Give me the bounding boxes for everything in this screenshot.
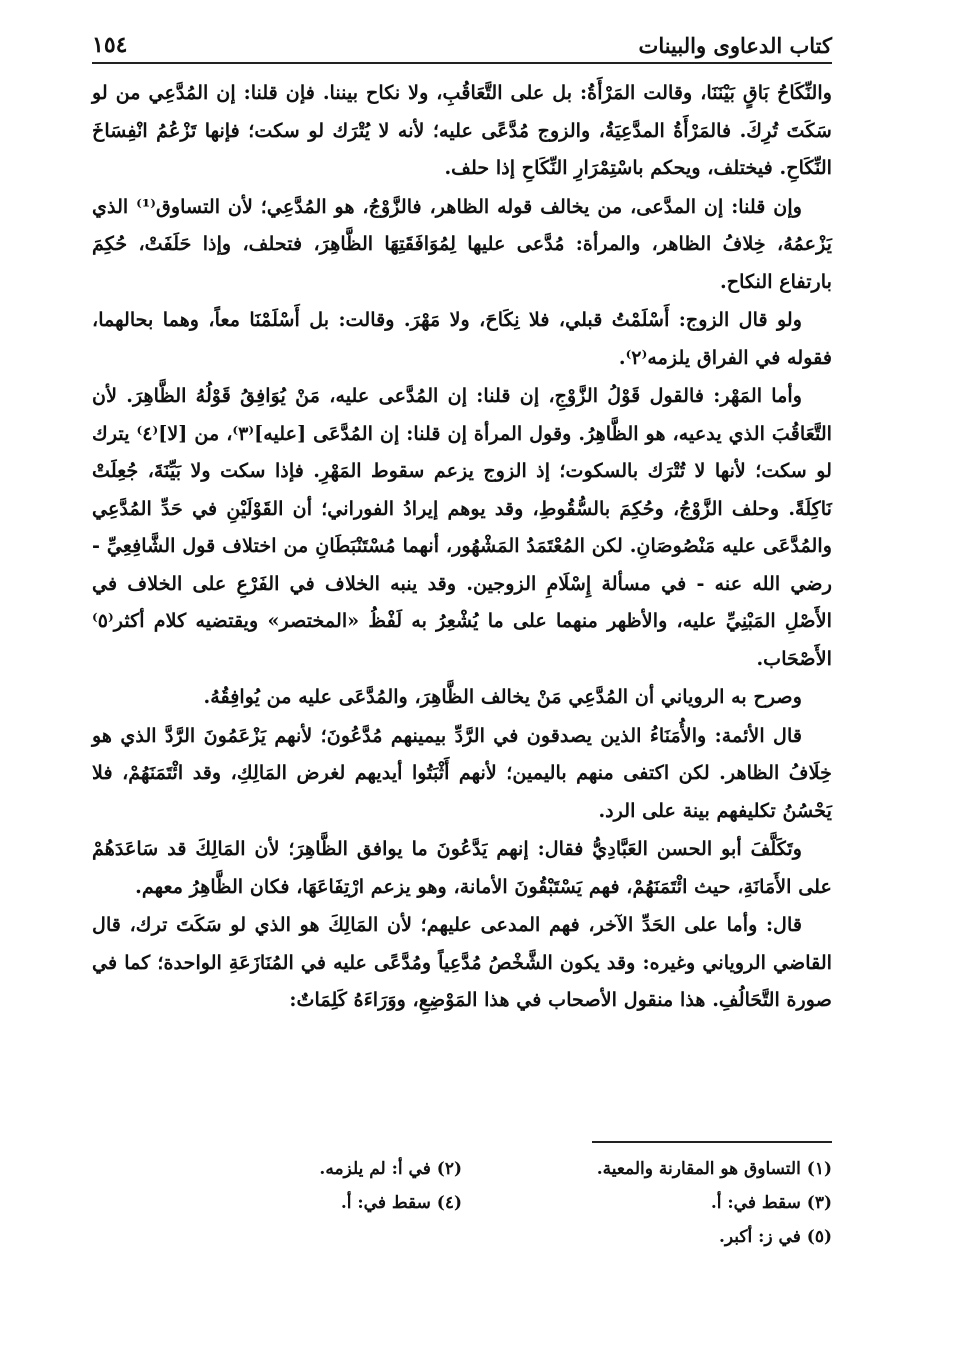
main-text: [92, 74, 832, 1019]
paragraph: وصرح به الروياني أن المُدَّعِي مَنْ يخالف الظَّاهِرَ، والمُدَّعَى عليه من يُوافِقُهُ.: [203, 685, 802, 708]
footnote-row: [92, 1220, 832, 1254]
paragraph: وإن قلنا: إن المدَّعى، من يخالف قوله الظاهر، فالزَّوْجُ، هو المُدَّعِي؛ لأن التساوق⁽¹⁾ الذي يَزْعمُهُ، خِلافُ الظاهر، والمرأة: مُدَّعى عليها لِمُوَافَقَتِهَا الظَّاهِرَ، فتحلف، وإذا حَلَفَتْ، حُكِمَ بارتفاع النكاح.: [92, 194, 832, 293]
footnote-row: [92, 1186, 832, 1220]
footnote: (٣) سقط في: أ.: [710, 1193, 832, 1213]
paragraph: ولو قال الزوج: أَسْلَمْتُ قبلي، فلا نِكَاحَ، ولا مَهْرَ. وقالت: بل أَسْلَمْنَا معاً، وهما بحالهما، فقوله في الفراق يلزمه⁽٢⁾.: [92, 308, 832, 369]
footnote-separator: [592, 1141, 832, 1143]
footnotes: [92, 1152, 832, 1254]
page-header: [92, 18, 832, 64]
footnote-row: [92, 1152, 832, 1186]
footnote: (٥) في ز: أكبر.: [718, 1227, 832, 1247]
page-number: ١٥٤: [92, 32, 128, 58]
paragraph: وأما المَهْر: فالقول قَوْلُ الزَّوْجِ، إن قلنا: إن المُدَّعى عليه، مَنْ يُوَافِقُ قَوْلُهُ الظَّاهِرَ. لأن التَّعَاقُبَ الذي يدعيه، هو الظَّاهِرُ. وقول المرأة إن قلنا: إن المُدَّعَى [عليه]⁽٣⁾، من [لا]⁽٤⁾ يترك لو سكت؛ لأنها لا تُتْرَك بالسكوت؛ إذ الزوج يزعم سقوط المَهْرِ. فإذا سكت ولا بَيِّنَةَ، جُعِلَتْ نَاكِلَةً. وحلف الزَّوْجُ، وحُكِمَ بالسُّقُوطِ، وقد يوهم إيرادُ الفوراني؛ أن القَوْلَيْنِ في حَدِّ المُدَّعِي والمُدَّعَى عليه مَنْصُوصَانِ. لكن المُعْتَمَدُ المَشْهُور، أنهما مُسْتَنْبَطَانِ من اختلاف قول الشَّافِعِيِّ - رضي الله عنه - في مسألة إِسْلَامِ الزوجين. وقد ينبه الخلاف في الفَرْعِ على الخلاف في الأَصْلِ المَبْنِيِّ عليه، والأظهر منهما على ما يُشْعِرُ به لَفْظُ «المختصر» ويقتضيه كلام أكثر⁽٥⁾ الأَصْحَاب.: [92, 384, 832, 670]
paragraph: والنِّكَاحُ بَاقٍ بَيْنَنَا، وقالت المَرْأَةُ: بل على التَّعَاقُبِ، ولا نكاح بيننا. فإن قلنا: إن المُدَّعِي من لو سَكَتَ تُرِكَ. فالمَرْأَةُ المدَّعِيَةُ، والزوج مُدَّعًى عليه؛ لأنه لا يُتْرَك لو سكت؛ فإنها تَزْعُمُ انْفِسَاخَ النِّكَاحِ. فيختلف، ويحكم باسْتِمْرَارِ النِّكَاحِ إذا حلف.: [92, 81, 832, 179]
footnote: (٢) في أ: لم يلزمه.: [319, 1159, 462, 1179]
paragraph: وتَكَلَّفَ أبو الحسن العَبَّادِيُّ فقال: إنهم يَدَّعُونَ ما يوافق الظَّاهِرَ؛ لأن المَالِكَ قد سَاعَدَهُمْ على الأَمَانَةِ، حيث ائْتَمَنَهُمْ، فهم يَسْتَبْقُونَ الأمانة، وهو يزعم ارْتِفَاعَهَا، فكان الظَّاهِرُ معهم.: [92, 837, 832, 898]
book-page: [92, 18, 832, 1338]
footnote: (١) التساوق هو المقارنة والمعية.: [596, 1159, 832, 1179]
paragraph: قال الأئمة: والأُمَنَاءُ الذين يصدقون في الرَّدِّ بيمينهم مُدَّعُونَ؛ لأنهم يَزْعَمُونَ الرَّدَّ الذي هو خِلَافُ الظاهر. لكن اكتفى منهم باليمين؛ لأنهم أَثْبَتُوا أيديهم لغرض المَالِكِ، وقد ائْتَمَنَهُمْ، فلا يَحْسُنُ تكليفهم بينة على الرد.: [92, 723, 832, 822]
book-title: كتاب الدعاوى والبينات: [638, 33, 832, 58]
footnote: (٤) سقط في: أ.: [340, 1193, 462, 1213]
paragraph: قال: وأما على الحَدِّ الآخر، فهم المدعى عليهم؛ لأن المَالِكَ هو الذي لو سَكَتَ ترك، قال القاضي الروياني وغيره: وقد يكون الشَّخْصُ مُدَّعِياً ومُدَّعًى عليه في المُنَازَعَةِ الواحدة؛ كما في صورة التَّحَالُفِ. هذا منقول الأصحاب في هذا المَوْضِعِ، ووَرَاءَهُ كَلِمَاتٌ:: [92, 913, 832, 1011]
